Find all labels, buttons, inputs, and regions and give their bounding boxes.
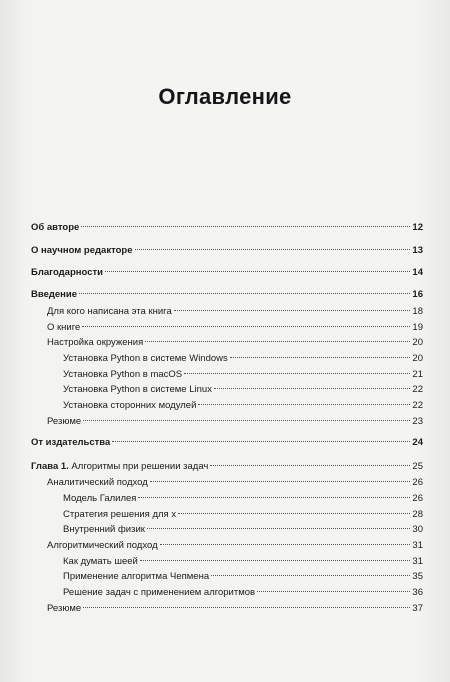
toc-entry-page: 19 [412, 322, 423, 333]
dot-leader [145, 341, 410, 342]
dot-leader [83, 420, 410, 421]
dot-leader [230, 357, 411, 358]
chapter-number: Глава 1. [31, 461, 69, 472]
dot-leader [138, 497, 410, 498]
dot-leader [257, 591, 410, 592]
toc-entry-page: 24 [412, 437, 423, 448]
toc-entry-label: Внутренний физик [63, 524, 145, 535]
toc-entry-label [31, 460, 208, 474]
toc-entry [31, 221, 423, 235]
dot-leader [150, 481, 411, 482]
dot-leader [135, 249, 411, 250]
dot-leader [211, 575, 410, 576]
dot-leader [140, 560, 411, 561]
toc-entry-page: 18 [412, 306, 423, 317]
dot-leader [112, 441, 410, 442]
toc-entry-label: Резюме [47, 603, 82, 614]
toc-entry-page: 31 [412, 540, 423, 551]
toc-entry-page: 14 [412, 267, 423, 278]
toc-entry-page: 26 [412, 477, 423, 488]
toc-entry-label: Применение алгоритма Чепмена [63, 571, 210, 582]
toc-entry [31, 336, 423, 350]
toc-entry-label: Как думать шеей [63, 556, 138, 567]
toc-entry-page: 30 [412, 524, 423, 535]
toc-entry [31, 436, 423, 450]
toc-entry-label: Введение [31, 289, 78, 300]
dot-leader [178, 513, 410, 514]
toc-entry-label: Модель Галилея [63, 493, 137, 504]
dot-leader [81, 226, 410, 227]
toc-entry-page: 35 [412, 571, 423, 582]
toc-entry [31, 523, 423, 537]
toc-entry-page: 25 [412, 461, 423, 472]
toc-entry [31, 508, 423, 522]
page-title: Оглавление [158, 84, 292, 109]
toc-entry-page: 12 [412, 222, 423, 233]
chapter-title: Алгоритмы при решении задач [68, 461, 209, 472]
toc-entry-page: 22 [412, 384, 423, 395]
toc-entry [31, 244, 423, 258]
dot-leader [198, 404, 410, 405]
toc-entry-label: Стратегия решения для x [63, 509, 177, 520]
toc-entry-label: Установка Python в системе Linux [63, 384, 212, 395]
dot-leader [160, 544, 411, 545]
toc-entry-page: 22 [412, 400, 423, 411]
toc-entry [31, 570, 423, 584]
toc-entry-label: Установка Python в macOS [63, 369, 183, 380]
toc-entry [31, 492, 423, 506]
toc-entry [31, 383, 423, 397]
toc-entry-page: 23 [412, 416, 423, 427]
toc-entry-page: 37 [412, 603, 423, 614]
toc-entry [31, 415, 423, 429]
toc-entry [31, 305, 423, 319]
toc-entry-label: Об авторе [31, 222, 80, 233]
toc-entry-page: 26 [412, 493, 423, 504]
toc-entry [31, 368, 423, 382]
dot-leader [184, 373, 410, 374]
dot-leader [214, 388, 410, 389]
toc-entry-label: Настройка окружения [47, 337, 144, 348]
toc-entry-label: О книге [47, 322, 81, 333]
dot-leader [83, 607, 410, 608]
toc-entry [31, 266, 423, 280]
toc-entry-page: 28 [412, 509, 423, 520]
toc-entry [31, 288, 423, 302]
toc-entry-label: Аналитический подход [47, 477, 148, 488]
toc-entry-label: Алгоритмический подход [47, 540, 158, 551]
toc-entry-label: Для кого написана эта книга [47, 306, 172, 317]
toc-entry-label: Решение задач с применением алгоритмов [63, 587, 256, 598]
toc-entry-page: 21 [412, 369, 423, 380]
toc-entry [31, 399, 423, 413]
toc-entry-page: 20 [412, 337, 423, 348]
toc-entry-label: Установка Python в системе Windows [63, 353, 228, 364]
toc-entry-page: 31 [412, 556, 423, 567]
dot-leader [210, 465, 410, 466]
toc-entry [31, 321, 423, 335]
toc-entry-page: 16 [412, 289, 423, 300]
toc-entry-label: Резюме [47, 416, 82, 427]
toc-entry-page: 36 [412, 587, 423, 598]
toc-entry-page: 13 [412, 245, 423, 256]
toc-entry [31, 555, 423, 569]
dot-leader [79, 293, 410, 294]
dot-leader [82, 326, 410, 327]
toc-entry-label: Установка сторонних модулей [63, 400, 197, 411]
toc-entry [31, 352, 423, 366]
toc-entry-label: От издательства [31, 437, 111, 448]
toc-entry-label: Благодарности [31, 267, 103, 278]
toc-entry [31, 586, 423, 600]
toc-entry-label: О научном редакторе [31, 245, 133, 256]
dot-leader [174, 310, 411, 311]
dot-leader [105, 271, 410, 272]
toc-entry [31, 539, 423, 553]
toc-entry-page: 20 [412, 353, 423, 364]
toc-entry [31, 476, 423, 490]
toc-entry [31, 460, 423, 474]
toc-entry [31, 602, 423, 616]
dot-leader [147, 528, 410, 529]
